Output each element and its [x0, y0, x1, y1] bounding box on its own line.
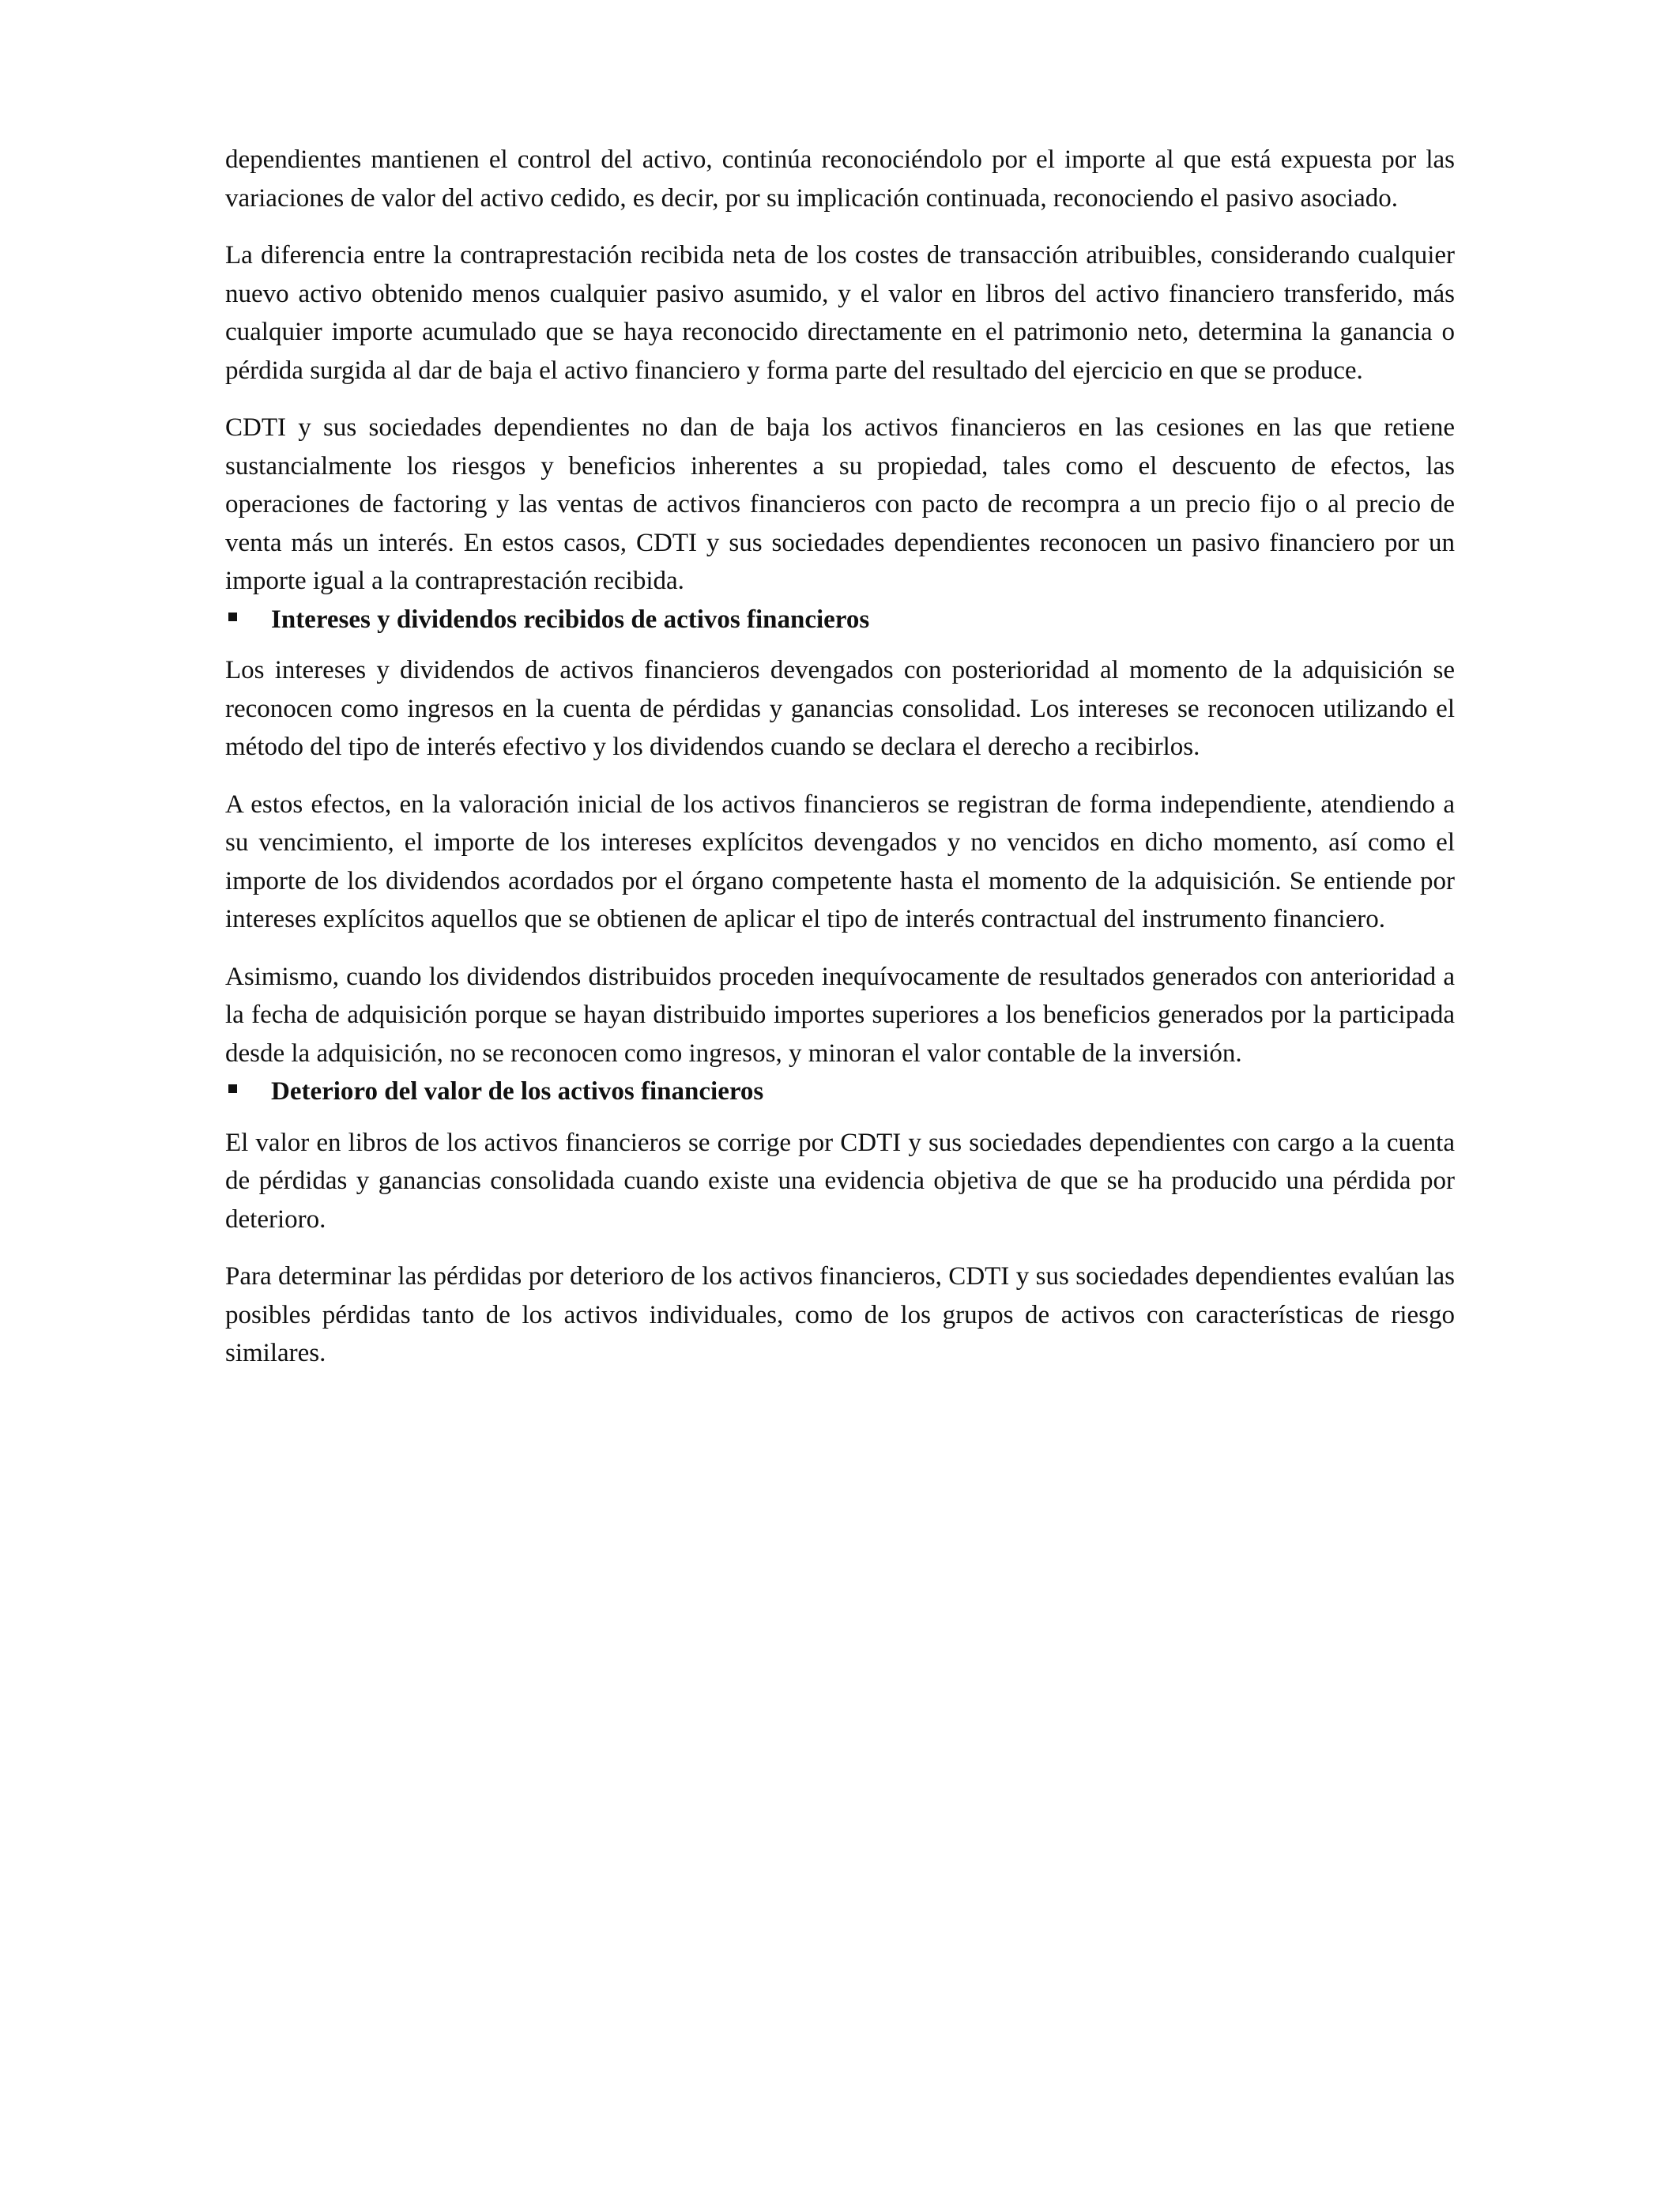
paragraph-intereses-2: A estos efectos, en la valoración inicial de los activos financieros se registran de forma independiente, atendiendo a su vencimiento, el importe de los intereses explícitos devengados y no vencidos en dicho momento, así como el importe de los dividendos acordados por el órgano competente hasta el momento de la adquisición. Se entiende por intereses explícitos aquellos que se obtienen de aplicar el tipo de interés contractual del instrumento financiero.	[225, 790, 1455, 933]
paragraph-continuation: dependientes mantienen el control del activo, continúa reconociéndolo por el importe al que está expuesta por las variaciones de valor del activo cedido, es decir, por su implicación continuada, reconociendo el pasivo asociado.	[225, 145, 1455, 213]
paragraph-intereses-1: Los intereses y dividendos de activos financieros devengados con posterioridad al momento de la adquisición se reconocen como ingresos en la cuenta de pérdidas y ganancias consolidad. Los intereses se reconocen utilizando el método del tipo de interés efectivo y los dividendos cuando se declara el derecho a recibirlos.	[225, 656, 1455, 761]
square-bullet-icon	[228, 1084, 237, 1093]
paragraph-derecognition-gain-loss: La diferencia entre la contraprestación recibida neta de los costes de transacción atribuibles, considerando cualquier nuevo activo obtenido menos cualquier pasivo asumido, y el valor en libros del activo financiero transferido, más cualquier importe acumulado que se haya reconocido directamente en el patrimonio neto, determina la ganancia o pérdida surgida al dar de baja el activo financiero y forma parte del resultado del ejercicio en que se produce.	[225, 241, 1455, 385]
paragraph-deterioro-2: Para determinar las pérdidas por deterioro de los activos financieros, CDTI y sus sociedades dependientes evalúan las posibles pérdidas tanto de los activos individuales, como de los grupos de activos con características de riesgo similares.	[225, 1262, 1455, 1367]
document-page	[225, 141, 1455, 1373]
section-heading-deterioro	[225, 1072, 1455, 1111]
square-bullet-icon	[228, 613, 237, 621]
paragraph-no-derecognition: CDTI y sus sociedades dependientes no dan de baja los activos financieros en las cesiones en las que retiene sustancialmente los riesgos y beneficios inherentes a su propiedad, tales como el descuento de efectos, las operaciones de factoring y las ventas de activos financieros con pacto de recompra a un precio fijo o al precio de venta más un interés. En estos casos, CDTI y sus sociedades dependientes reconocen un pasivo financiero por un importe igual a la contraprestación recibida.	[225, 413, 1455, 595]
section-heading-intereses	[225, 601, 1455, 639]
section-heading-deterioro-text: Deterioro del valor de los activos financieros	[271, 1077, 764, 1106]
paragraph-intereses-3: Asimismo, cuando los dividendos distribuidos proceden inequívocamente de resultados generados con anterioridad a la fecha de adquisición porque se hayan distribuido importes superiores a los beneficios generados por la participada desde la adquisición, no se reconocen como ingresos, y minoran el valor contable de la inversión.	[225, 962, 1455, 1068]
section-heading-intereses-text: Intereses y dividendos recibidos de activos financieros	[271, 605, 870, 634]
paragraph-deterioro-1: El valor en libros de los activos financieros se corrige por CDTI y sus sociedades dependientes con cargo a la cuenta de pérdidas y ganancias consolidada cuando existe una evidencia objetiva de que se ha producido una pérdida por deterioro.	[225, 1128, 1455, 1234]
